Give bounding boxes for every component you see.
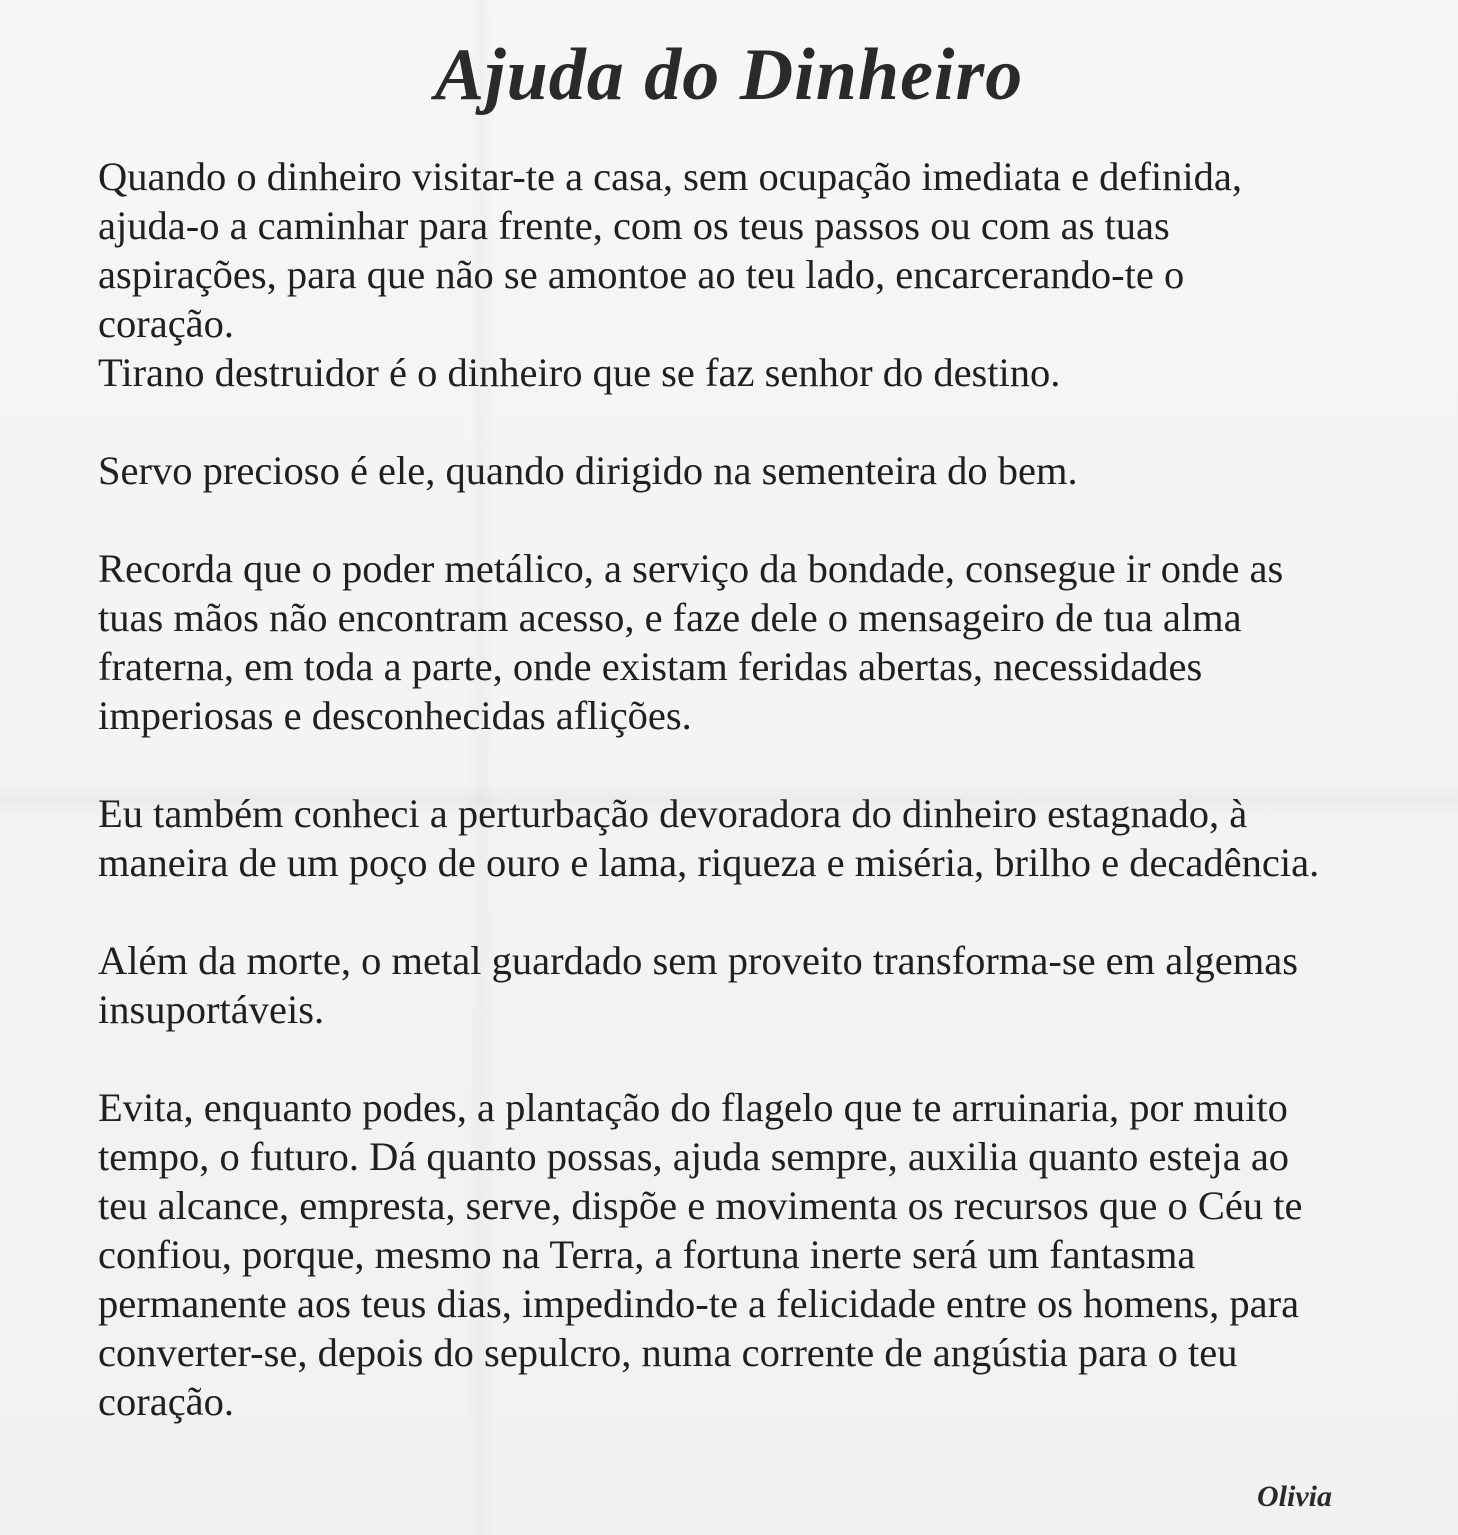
text-line: coração. bbox=[98, 301, 235, 346]
paragraph-gap bbox=[98, 887, 1428, 936]
text-line: tempo, o futuro. Dá quanto possas, ajuda sempre, auxilia quanto esteja ao bbox=[98, 1134, 1290, 1179]
text-line: Tirano destruidor é o dinheiro que se faz senhor do destino. bbox=[98, 350, 1061, 395]
text-line: Além da morte, o metal guardado sem proveito transforma-se em algemas bbox=[98, 938, 1298, 983]
text-line: Recorda que o poder metálico, a serviço da bondade, consegue ir onde as bbox=[98, 546, 1284, 591]
document-title: Ajuda do Dinheiro bbox=[434, 34, 1024, 116]
paragraph bbox=[98, 446, 1428, 495]
paragraph bbox=[98, 789, 1428, 887]
text-line: fraterna, em toda a parte, onde existam feridas abertas, necessidades bbox=[98, 644, 1203, 689]
paragraph-gap bbox=[98, 397, 1428, 446]
paragraph bbox=[98, 152, 1428, 397]
paragraph bbox=[98, 1083, 1428, 1426]
paragraph-gap bbox=[98, 1034, 1428, 1083]
text-line: Evita, enquanto podes, a plantação do flagelo que te arruinaria, por muito bbox=[98, 1085, 1288, 1130]
text-line: converter-se, depois do sepulcro, numa corrente de angústia para o teu bbox=[98, 1330, 1238, 1375]
text-line: permanente aos teus dias, impedindo-te a felicidade entre os homens, para bbox=[98, 1281, 1300, 1326]
text-line: insuportáveis. bbox=[98, 987, 325, 1032]
text-line: coração. bbox=[98, 1379, 235, 1424]
text-line: confiou, porque, mesmo na Terra, a fortuna inerte será um fantasma bbox=[98, 1232, 1196, 1277]
author-signature: Olivia bbox=[1257, 1480, 1332, 1513]
text-line: teu alcance, empresta, serve, dispõe e movimenta os recursos que o Céu te bbox=[98, 1183, 1303, 1228]
text-line: aspirações, para que não se amontoe ao teu lado, encarcerando-te o bbox=[98, 252, 1185, 297]
text-line: Eu também conheci a perturbação devoradora do dinheiro estagnado, à bbox=[98, 791, 1248, 836]
text-line: tuas mãos não encontram acesso, e faze dele o mensageiro de tua alma bbox=[98, 595, 1242, 640]
paragraph bbox=[98, 936, 1428, 1034]
paragraph-gap bbox=[98, 740, 1428, 789]
text-line: ajuda-o a caminhar para frente, com os teus passos ou com as tuas bbox=[98, 203, 1170, 248]
document-body bbox=[98, 152, 1428, 1426]
paragraph bbox=[98, 544, 1428, 740]
paragraph-gap bbox=[98, 495, 1428, 544]
text-line: maneira de um poço de ouro e lama, riqueza e miséria, brilho e decadência. bbox=[98, 840, 1320, 885]
text-line: Servo precioso é ele, quando dirigido na sementeira do bem. bbox=[98, 448, 1078, 493]
text-line: imperiosas e desconhecidas aflições. bbox=[98, 693, 692, 738]
text-line: Quando o dinheiro visitar-te a casa, sem ocupação imediata e definida, bbox=[98, 154, 1242, 199]
